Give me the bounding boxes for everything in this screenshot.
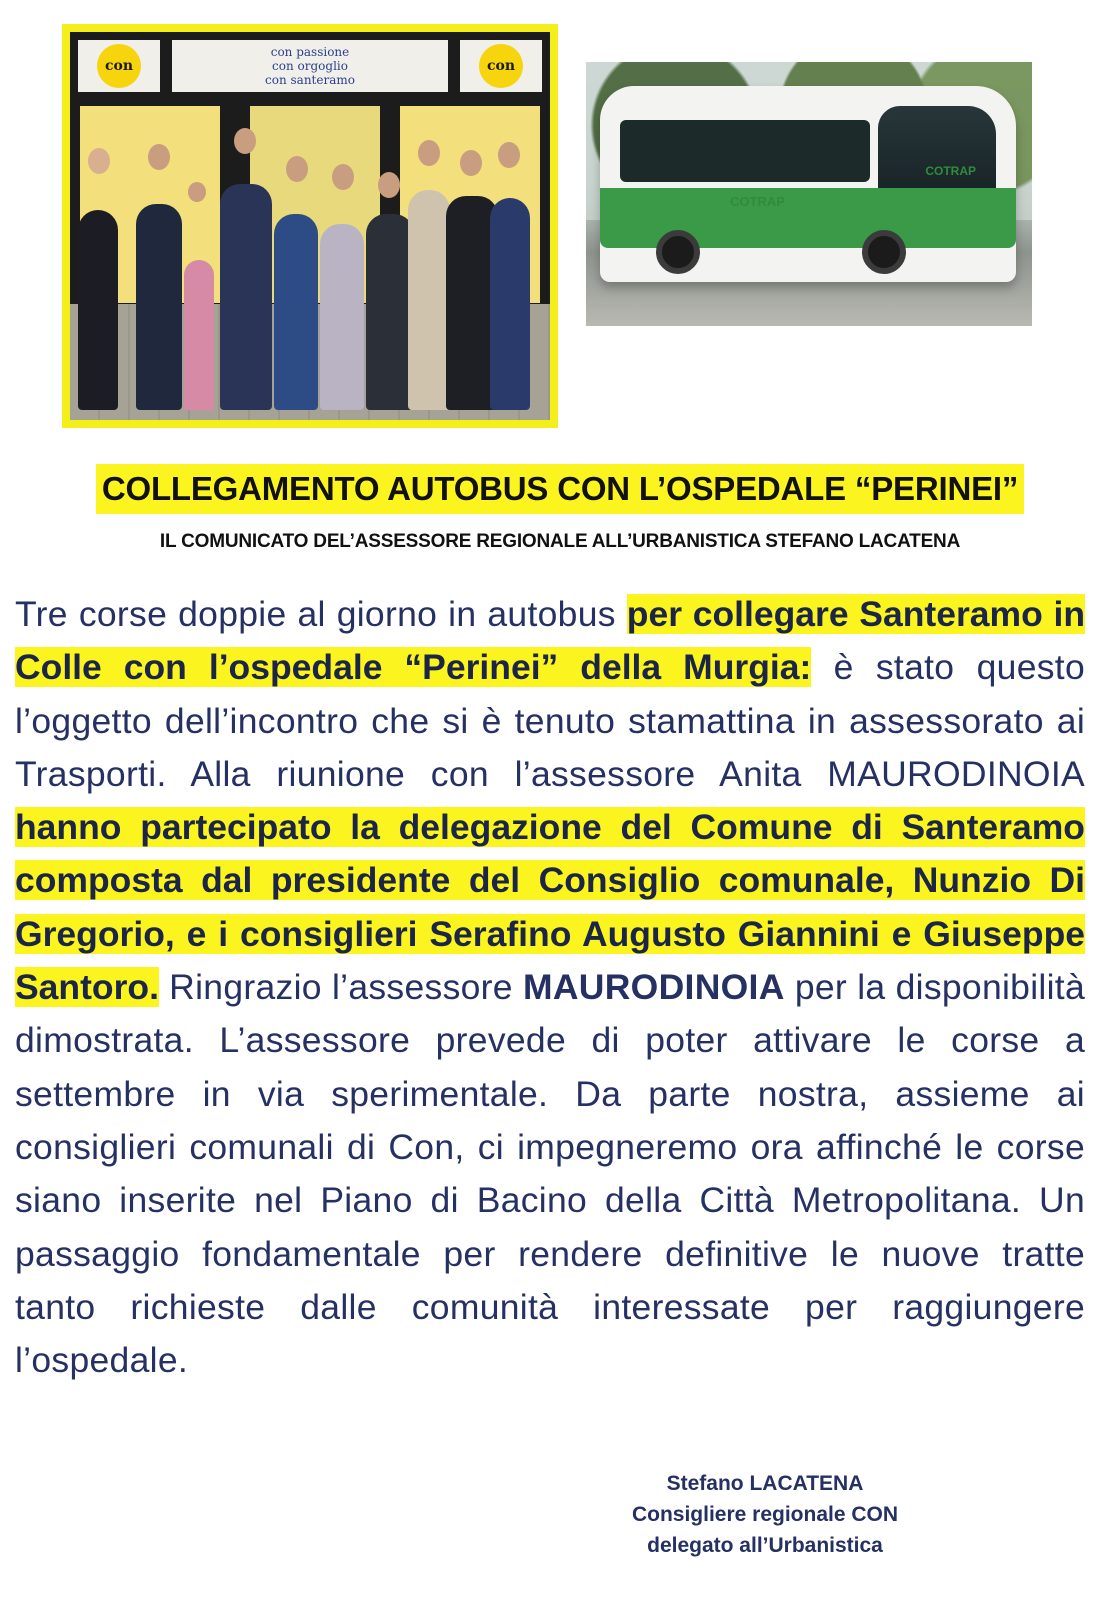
office-sign-left — [78, 40, 160, 92]
con-logo: con — [97, 44, 141, 88]
person-figure — [408, 190, 450, 410]
person-head — [332, 164, 354, 190]
con-logo: con — [479, 44, 523, 88]
signature-delegation: delegato all’Urbanistica — [647, 1534, 883, 1557]
person-figure — [490, 198, 530, 410]
person-head — [460, 150, 482, 176]
person-head — [234, 128, 256, 154]
slogan-line: con santeramo — [265, 73, 355, 87]
bus-company-logo-front: COTRAP — [925, 164, 976, 178]
signature-role: Consigliere regionale CON — [631, 1503, 899, 1526]
office-sign-right — [460, 40, 542, 92]
bus-side-windows — [620, 120, 870, 182]
person-figure — [78, 210, 118, 410]
bus-company-logo: COTRAP — [730, 194, 785, 209]
person-figure — [136, 204, 182, 410]
body-text-segment: Ringrazio l’assessore — [158, 967, 523, 1008]
person-figure — [220, 184, 272, 410]
office-sign-slogan — [172, 40, 448, 92]
person-head — [286, 156, 308, 182]
bus-rear-wheel — [656, 230, 700, 274]
bus-photo — [586, 62, 1032, 326]
person-head — [418, 140, 440, 166]
group-photo-scene — [70, 32, 550, 420]
press-release-body — [15, 588, 1085, 1387]
body-highlight: hanno partecipato la delegazione del Comune di Santeramo composta dal presidente del Consiglio comunale, Nunzio Di Gregorio, e i consiglieri Serafino Augusto Giannini e Giuseppe Santoro. — [15, 807, 1085, 1008]
headline-title-text: COLLEGAMENTO AUTOBUS CON L’OSPEDALE “PERINEI” — [96, 464, 1024, 514]
body-text-segment: è stato questo l’oggetto dell’incontro che si è tenuto stamattina in assessorato ai Trasporti. Alla riunione con l’assessore Anita MAURODINOIA — [15, 647, 1085, 794]
headline-title — [0, 464, 1120, 514]
person-head — [88, 148, 110, 174]
person-figure — [320, 224, 364, 410]
signature-name: Stefano LACATENA — [666, 1472, 864, 1495]
person-head — [378, 172, 400, 198]
bus-body — [600, 86, 1016, 282]
group-photo — [62, 24, 558, 428]
slogan-line: con passione — [270, 45, 350, 59]
body-bold-name: MAURODINOIA — [523, 967, 785, 1008]
person-figure — [274, 214, 318, 410]
signature-block — [600, 1468, 930, 1561]
person-figure — [366, 214, 414, 410]
slogan-line: con orgoglio — [272, 59, 348, 73]
person-head — [498, 142, 520, 168]
body-text-segment: Tre corse doppie al giorno in autobus — [15, 594, 627, 634]
body-text-segment: per la disponibilità dimostrata. L’assessore prevede di poter attivare le corse a settembre in via sperimentale. Da parte nostra, assieme ai consiglieri comunali di Con, ci impegneremo ora affinché le corse siano inserite nel Piano di Bacino della Città Metropolitana. Un passaggio fondamentale per rendere definitive le nuove tratte tanto richieste dalle comunità interessate per raggiungere l’ospedale. — [15, 967, 1085, 1381]
headline-subtitle: IL COMUNICATO DEL’ASSESSORE REGIONALE ALL’URBANISTICA STEFANO LACATENA — [159, 531, 961, 552]
body-highlight: per collegare Santeramo in Colle con l’ospedale “Perinei” della Murgia: — [15, 594, 1085, 688]
person-figure — [184, 260, 214, 410]
bus-front-wheel — [862, 230, 906, 274]
person-head — [188, 182, 206, 202]
person-head — [148, 144, 170, 170]
